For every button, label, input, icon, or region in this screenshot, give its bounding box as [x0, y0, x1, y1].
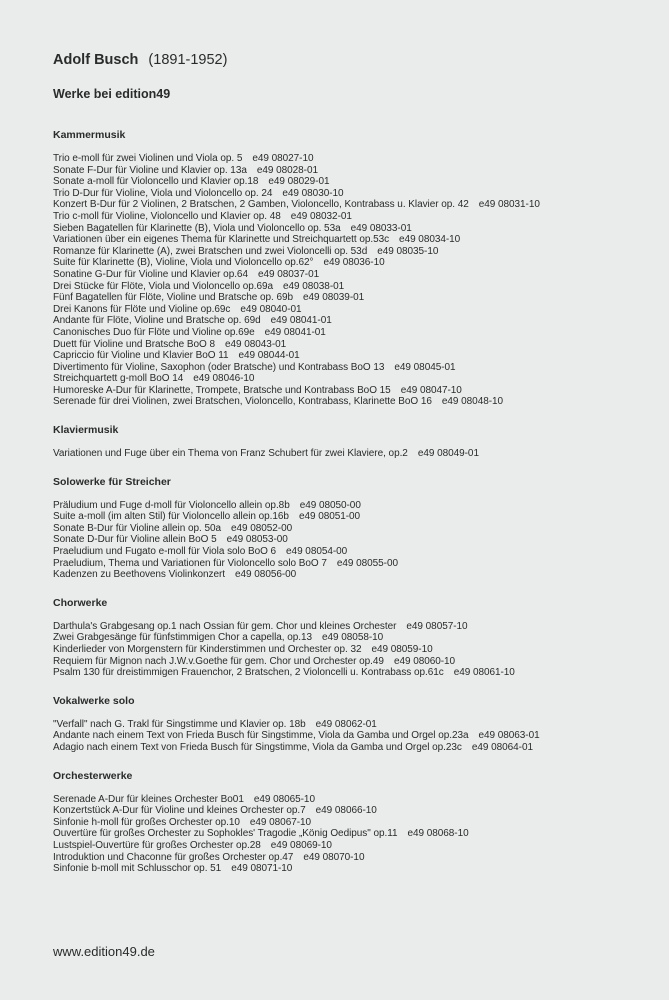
- catalog-number: e49 08068-10: [407, 828, 469, 840]
- entry-list: [53, 621, 653, 679]
- list-item: [53, 730, 653, 742]
- work-title: Streichquartett g-moll BoO 14: [53, 373, 184, 385]
- work-title: Kadenzen zu Beethovens Violinkonzert: [53, 569, 226, 581]
- catalog-number: e49 08035-10: [377, 245, 439, 257]
- list-item: [53, 176, 653, 188]
- footer-url[interactable]: www.edition49.de: [53, 944, 155, 959]
- catalog-number: e49 08061-10: [453, 667, 515, 679]
- list-item: [53, 621, 653, 633]
- list-item: [53, 315, 653, 327]
- catalog-number: e49 08050-00: [299, 499, 361, 511]
- work-title: Sonate D-Dur für Violine allein BoO 5: [53, 534, 217, 546]
- catalog-number: e49 08040-01: [240, 303, 302, 315]
- list-item: [53, 292, 653, 304]
- catalog-number: e49 08070-10: [303, 851, 365, 863]
- list-item: [53, 234, 653, 246]
- catalog-number: e49 08033-01: [350, 222, 412, 234]
- work-title: Sieben Bagatellen für Klarinette (B), Viola und Violoncello op. 53a: [53, 222, 341, 234]
- catalog-number: e49 08060-10: [393, 655, 456, 667]
- list-item: [53, 350, 653, 362]
- list-item: [53, 223, 653, 235]
- work-title: Darthula's Grabgesang op.1 nach Ossian für gem. Chor und kleines Orchester: [53, 620, 397, 632]
- catalog-number: e49 08045-01: [394, 361, 456, 373]
- work-title: Konzertstück A-Dur für Violine und kleines Orchester op.7: [53, 805, 306, 817]
- work-title: Lustspiel-Ouvertüre für großes Orchester op.28: [53, 839, 261, 851]
- list-item: [53, 246, 653, 258]
- catalog-number: e49 08046-10: [193, 373, 255, 385]
- work-title: Trio e-moll für zwei Violinen und Viola op. 5: [53, 153, 243, 164]
- entry-list: [53, 448, 653, 460]
- catalog-number: e49 08071-10: [231, 863, 293, 875]
- work-title: Serenade für drei Violinen, zwei Bratschen, Violoncello, Kontrabass, Klarinette BoO 16: [53, 396, 432, 408]
- list-item: [53, 211, 653, 223]
- section-spacer: [53, 679, 653, 694]
- catalog-number: e49 08043-01: [225, 338, 287, 350]
- catalog-number: e49 08066-10: [315, 805, 377, 817]
- catalog-number: e49 08062-01: [315, 718, 377, 730]
- work-title: Konzert B-Dur für 2 Violinen, 2 Bratschen, 2 Gamben, Violoncello, Kontrabass u. Klavier op. 42: [53, 199, 469, 211]
- work-title: Suite a-moll (im alten Stil) für Violoncello allein op.16b: [53, 511, 289, 523]
- entry-list: [53, 719, 653, 754]
- work-title: Sonate a-moll für Violoncello und Klavier op.18: [53, 176, 259, 188]
- list-item: [53, 644, 653, 656]
- catalog-number: e49 08052-00: [230, 522, 293, 534]
- work-title: Drei Stücke für Flöte, Viola und Violoncello op.69a: [53, 280, 273, 292]
- list-item: [53, 199, 653, 211]
- catalog-number: e49 08065-10: [253, 793, 315, 805]
- work-title: Canonisches Duo für Flöte und Violine op.69e: [53, 326, 255, 338]
- list-item: [53, 373, 653, 385]
- section: [53, 694, 653, 754]
- page-subtitle: Werke bei edition49: [53, 87, 171, 101]
- catalog-number: e49 08044-01: [238, 350, 300, 362]
- work-title: Fünf Bagatellen für Flöte, Violine und Bratsche op. 69b: [53, 292, 293, 304]
- catalog-number: e49 08063-01: [478, 730, 540, 742]
- work-title: Sinfonie h-moll für großes Orchester op.10: [53, 816, 240, 828]
- catalog-number: e49 08039-01: [303, 292, 365, 304]
- work-title: Zwei Grabgesänge für fünfstimmigen Chor a capella, op.13: [53, 632, 313, 644]
- work-title: Romanze für Klarinette (A), zwei Bratschen und zwei Violoncelli op. 53d: [53, 245, 368, 257]
- list-item: [53, 304, 653, 316]
- work-title: Suite für Klarinette (B), Violine, Viola und Violoncello op.62°: [53, 257, 314, 269]
- list-item: [53, 385, 653, 397]
- work-title: Kinderlieder von Morgenstern für Kinderstimmen und Orchester op. 32: [53, 644, 362, 655]
- section-heading: Solowerke für Streicher: [53, 475, 171, 488]
- list-item: [53, 534, 653, 546]
- list-item: [53, 511, 653, 523]
- work-title: Praeludium, Thema und Variationen für Violoncello solo BoO 7: [53, 557, 327, 569]
- list-item: [53, 828, 653, 840]
- catalog-number: e49 08031-10: [478, 199, 540, 211]
- list-item: [53, 523, 653, 535]
- list-item: [53, 362, 653, 374]
- catalog-number: e49 08057-10: [406, 620, 468, 632]
- list-item: [53, 558, 653, 570]
- list-item: [53, 817, 653, 829]
- work-title: Sinfonie b-moll mit Schlusschor op. 51: [53, 863, 222, 875]
- list-item: [53, 188, 653, 200]
- work-title: Introduktion und Chaconne für großes Orchester op.47: [53, 851, 294, 863]
- list-item: [53, 327, 653, 339]
- list-item: [53, 840, 653, 852]
- catalog-number: e49 08058-10: [322, 632, 384, 644]
- section: [53, 475, 653, 581]
- catalog-number: e49 08037-01: [257, 268, 320, 280]
- list-item: [53, 339, 653, 351]
- catalog-number: e49 08049-01: [417, 448, 479, 460]
- list-item: [53, 719, 653, 731]
- section: [53, 596, 653, 679]
- work-title: Variationen über ein eigenes Thema für Klarinette und Streichquartett op.53c: [53, 234, 390, 246]
- work-title: Praeludium und Fugato e-moll für Viola solo BoO 6: [53, 546, 277, 558]
- catalog-number: e49 08069-10: [270, 839, 332, 851]
- entry-list: [53, 500, 653, 581]
- catalog-number: e49 08055-00: [336, 557, 398, 569]
- work-title: Adagio nach einem Text von Frieda Busch für Singstimme, Viola da Gamba und Orgel op.23c: [53, 741, 462, 753]
- catalog-number: e49 08027-10: [252, 153, 314, 164]
- section-heading: Kammermusik: [53, 129, 126, 141]
- catalog-number: e49 08032-01: [290, 210, 352, 222]
- list-item: [53, 448, 653, 460]
- list-item: [53, 742, 653, 754]
- section-heading: Orchesterwerke: [53, 769, 133, 782]
- section-heading: Vokalwerke solo: [53, 694, 135, 707]
- works-list: [53, 128, 653, 875]
- catalog-number: e49 08029-01: [268, 176, 330, 188]
- section-spacer: [53, 754, 653, 769]
- list-item: [53, 500, 653, 512]
- catalog-number: e49 08053-00: [226, 534, 288, 546]
- work-title: Sonate F-Dur für Violine und Klavier op. 13a: [53, 164, 247, 176]
- section-spacer: [53, 581, 653, 596]
- catalog-number: e49 08048-10: [441, 396, 504, 408]
- list-item: [53, 667, 653, 679]
- work-title: Drei Kanons für Flöte und Violine op.69c: [53, 303, 231, 315]
- section-heading: Chorwerke: [53, 596, 108, 609]
- entry-list: [53, 794, 653, 875]
- section-spacer: [53, 460, 653, 475]
- work-title: Psalm 130 für dreistimmigen Frauenchor, 2 Bratschen, 2 Violoncelli u. Kontrabass op.61c: [53, 667, 444, 679]
- work-title: Sonate B-Dur für Violine allein op. 50a: [53, 522, 221, 534]
- work-title: "Verfall" nach G. Trakl für Singstimme und Klavier op. 18b: [53, 718, 306, 730]
- catalog-number: e49 08056-00: [235, 569, 297, 581]
- entry-list: [53, 153, 653, 408]
- section: [53, 128, 653, 408]
- work-title: Variationen und Fuge über ein Thema von Franz Schubert für zwei Klaviere, op.2: [53, 448, 408, 460]
- list-item: [53, 794, 653, 806]
- work-title: Andante für Flöte, Violine und Bratsche op. 69d: [53, 315, 261, 327]
- catalog-number: e49 08038-01: [283, 280, 345, 292]
- catalog-number: e49 08054-00: [286, 546, 348, 558]
- list-item: [53, 257, 653, 269]
- list-item: [53, 269, 653, 281]
- list-item: [53, 281, 653, 293]
- section-spacer: [53, 408, 653, 423]
- work-title: Trio D-Dur für Violine, Viola und Violoncello op. 24: [53, 187, 273, 199]
- catalog-number: e49 08028-01: [256, 164, 318, 176]
- catalog-number: e49 08059-10: [371, 644, 433, 655]
- work-title: Sonatine G-Dur für Violine und Klavier op.64: [53, 268, 248, 280]
- list-item: [53, 153, 653, 165]
- catalog-number: e49 08064-01: [471, 741, 533, 753]
- work-title: Divertimento für Violine, Saxophon (oder Bratsche) und Kontrabass BoO 13: [53, 361, 385, 373]
- section: [53, 423, 653, 460]
- catalog-number: e49 08041-01: [270, 315, 332, 327]
- list-item: [53, 396, 653, 408]
- work-title: Andante nach einem Text von Frieda Busch für Singstimme, Viola da Gamba und Orgel op.23a: [53, 730, 469, 742]
- catalog-number: e49 08047-10: [400, 384, 462, 396]
- list-item: [53, 852, 653, 864]
- list-item: [53, 656, 653, 668]
- list-item: [53, 165, 653, 177]
- list-item: [53, 863, 653, 875]
- catalog-number: e49 08067-10: [249, 816, 312, 828]
- work-title: Humoreske A-Dur für Klarinette, Trompete, Bratsche und Kontrabass BoO 15: [53, 384, 391, 396]
- work-title: Serenade A-Dur für kleines Orchester Bo01: [53, 793, 244, 805]
- section-heading: Klaviermusik: [53, 424, 119, 437]
- composer-name: Adolf Busch: [53, 52, 139, 68]
- work-title: Präludium und Fuge d-moll für Violoncello allein op.8b: [53, 499, 290, 511]
- work-title: Duett für Violine und Bratsche BoO 8: [53, 338, 215, 350]
- catalog-number: e49 08034-10: [399, 234, 461, 246]
- list-item: [53, 546, 653, 558]
- catalog-number: e49 08030-10: [282, 187, 344, 199]
- list-item: [53, 632, 653, 644]
- list-item: [53, 805, 653, 817]
- section: [53, 769, 653, 875]
- work-title: Requiem für Mignon nach J.W.v.Goethe für gem. Chor und Orchester op.49: [53, 655, 384, 667]
- catalog-number: e49 08051-00: [298, 511, 361, 523]
- work-title: Ouvertüre für großes Orchester zu Sophokles' Tragodie „König Oedipus" op.11: [53, 828, 398, 840]
- catalog-number: e49 08036-10: [323, 257, 385, 269]
- list-item: [53, 569, 653, 581]
- catalog-number: e49 08041-01: [264, 326, 326, 338]
- work-title: Trio c-moll für Violine, Violoncello und Klavier op. 48: [53, 210, 281, 222]
- composer-years: (1891-1952): [148, 52, 228, 68]
- work-title: Capriccio für Violine und Klavier BoO 11: [53, 350, 229, 362]
- composer-heading: [53, 52, 227, 68]
